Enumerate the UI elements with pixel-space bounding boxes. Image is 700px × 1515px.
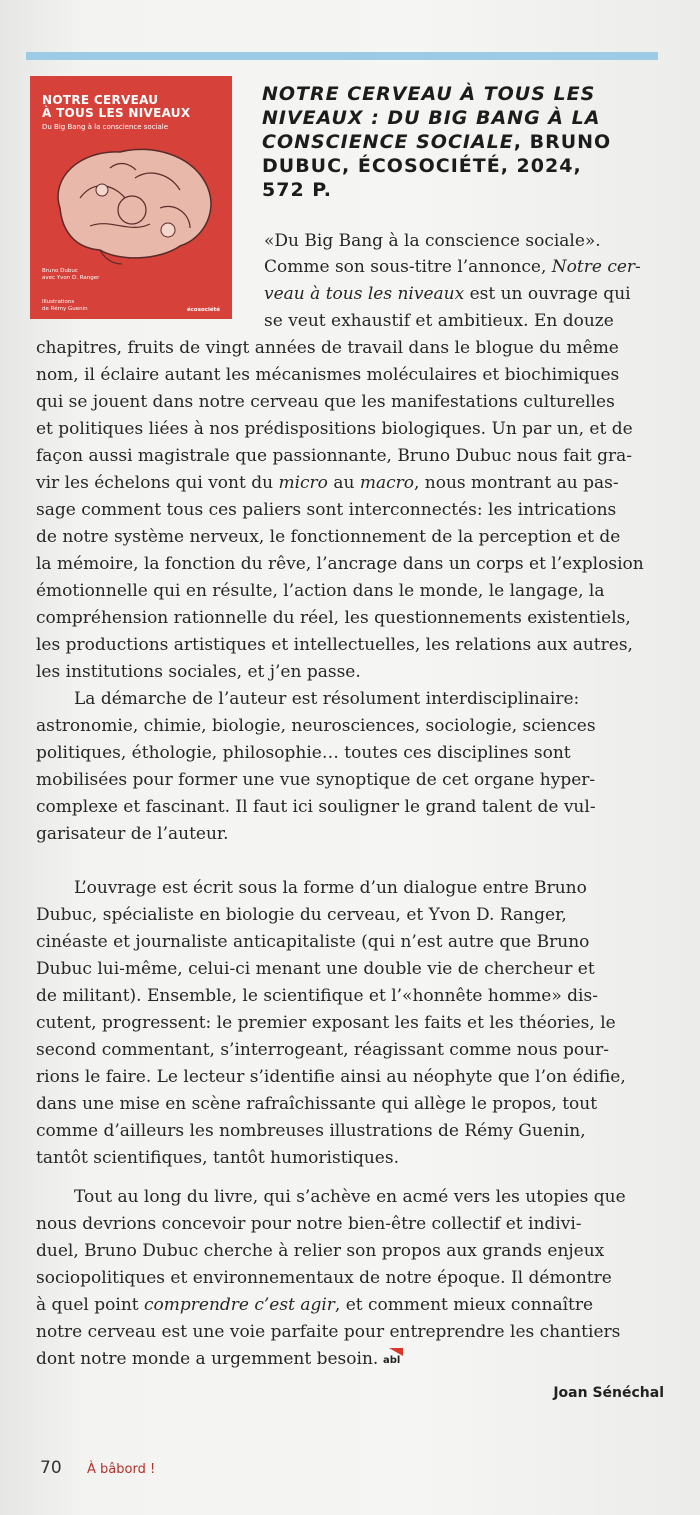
body-line: complexe et fascinant. Il faut ici souligner le grand talent de vul-: [36, 797, 596, 817]
body-line: Tout au long du livre, qui s’achève en acmé vers les utopies que: [74, 1187, 626, 1207]
body-line: de notre système nerveux, le fonctionnement de la perception et de: [36, 527, 621, 547]
body-line: dans une mise en scène rafraîchissante qui allège le propos, tout: [36, 1094, 598, 1114]
body-line: qui se jouent dans notre cerveau que les manifestations culturelles: [36, 392, 615, 412]
body-line: «Du Big Bang à la conscience sociale».: [264, 231, 601, 251]
body-line: duel, Bruno Dubuc cherche à relier son propos aux grands enjeux: [36, 1241, 605, 1261]
body-line: La démarche de l’auteur est résolument interdisciplinaire:: [74, 689, 580, 709]
body-line: compréhension rationnelle du réel, les questionnements existentiels,: [36, 608, 631, 628]
body-line: sage comment tous ces paliers sont interconnectés: les intrications: [36, 500, 617, 520]
body-line: nous devrions concevoir pour notre bien-être collectif et indivi-: [36, 1214, 582, 1234]
end-of-article-icon: [381, 1348, 407, 1364]
cover-publisher: écosociété: [186, 307, 220, 313]
body-line: les institutions sociales, et j’en passe.: [36, 662, 361, 682]
magazine-name: À bâbord !: [87, 1462, 156, 1477]
body-line: de militant). Ensemble, le scientifique et l’«honnête homme» dis-: [36, 986, 598, 1006]
body-line: se veut exhaustif et ambitieux. En douze: [264, 311, 614, 331]
body-line: à quel point comprendre c’est agir, et comment mieux connaître: [36, 1295, 594, 1315]
body-line: et politiques liées à nos prédispositions biologiques. Un par un, et de: [36, 419, 633, 439]
body-line: vir les échelons qui vont du micro au macro, nous montrant au pas-: [36, 473, 619, 493]
body-line: mobilisées pour former une vue synoptique de cet organe hyper-: [36, 770, 596, 790]
body-line: garisateur de l’auteur.: [36, 824, 229, 844]
body-line: cutent, progressent: le premier exposant les faits et les théories, le: [36, 1013, 616, 1033]
body-line: Dubuc, spécialiste en biologie du cerveau, et Yvon D. Ranger,: [36, 905, 567, 925]
body-line: cinéaste et journaliste anticapitaliste (qui n’est autre que Bruno: [36, 932, 590, 952]
top-rule: [26, 52, 658, 60]
body-line: astronomie, chimie, biologie, neurosciences, sociologie, sciences: [36, 716, 596, 736]
body-line: nom, il éclaire autant les mécanismes moléculaires et biochimiques: [36, 365, 620, 385]
body-line: chapitres, fruits de vingt années de travail dans le blogue du même: [36, 338, 619, 358]
review-author: Joan Sénéchal: [553, 1385, 664, 1401]
body-line: comme d’ailleurs les nombreuses illustrations de Rémy Guenin,: [36, 1121, 586, 1141]
body-line: dont notre monde a urgemment besoin. abl: [36, 1346, 407, 1372]
body-line: rions le faire. Le lecteur s’identifie ainsi au néophyte que l’on édifie,: [36, 1067, 626, 1087]
body-line: sociopolitiques et environnementaux de notre époque. Il démontre: [36, 1268, 612, 1288]
body-line: Dubuc lui-même, celui-ci menant une double vie de chercheur et: [36, 959, 595, 979]
cover-subtitle: Du Big Bang à la conscience sociale: [42, 123, 169, 131]
body-line: tantôt scientifiques, tantôt humoristiques.: [36, 1148, 399, 1168]
body-line: façon aussi magistrale que passionnante, Bruno Dubuc nous fait gra-: [36, 446, 633, 466]
body-line: Comme son sous-titre l’annonce, Notre cer-: [264, 257, 641, 277]
body-line: notre cerveau est une voie parfaite pour entreprendre les chantiers: [36, 1322, 621, 1342]
brain-illustration: [40, 138, 222, 266]
end-mark-text: abl: [383, 1355, 401, 1364]
cover-illustrator: Illustrations de Rémy Guenin: [42, 299, 88, 312]
book-cover: [30, 76, 232, 319]
body-line: second commentant, s’interrogeant, réagissant comme nous pour-: [36, 1040, 609, 1060]
cover-authors: Bruno Dubuc avec Yvon D. Ranger: [42, 268, 100, 281]
page-number: 70: [40, 1458, 62, 1478]
body-line: émotionnelle qui en résulte, l’action dans le monde, le langage, la: [36, 581, 605, 601]
review-heading: NOTRE CERVEAU À TOUS LES NIVEAUX : DU BIG BANG À LA CONSCIENCE SOCIALE, BRUNO DUBUC, ÉCOSOCIÉTÉ, 2024, 572 P.: [262, 83, 612, 201]
body-line: la mémoire, la fonction du rêve, l’ancrage dans un corps et l’explosion: [36, 554, 644, 574]
body-line: L’ouvrage est écrit sous la forme d’un dialogue entre Bruno: [74, 878, 587, 898]
body-line: politiques, éthologie, philosophie… toutes ces disciplines sont: [36, 743, 571, 763]
cover-title: NOTRE CERVEAU À TOUS LES NIVEAUX: [42, 93, 191, 120]
body-line: les productions artistiques et intellectuelles, les relations aux autres,: [36, 635, 633, 655]
body-line: veau à tous les niveaux est un ouvrage qui: [264, 284, 631, 304]
